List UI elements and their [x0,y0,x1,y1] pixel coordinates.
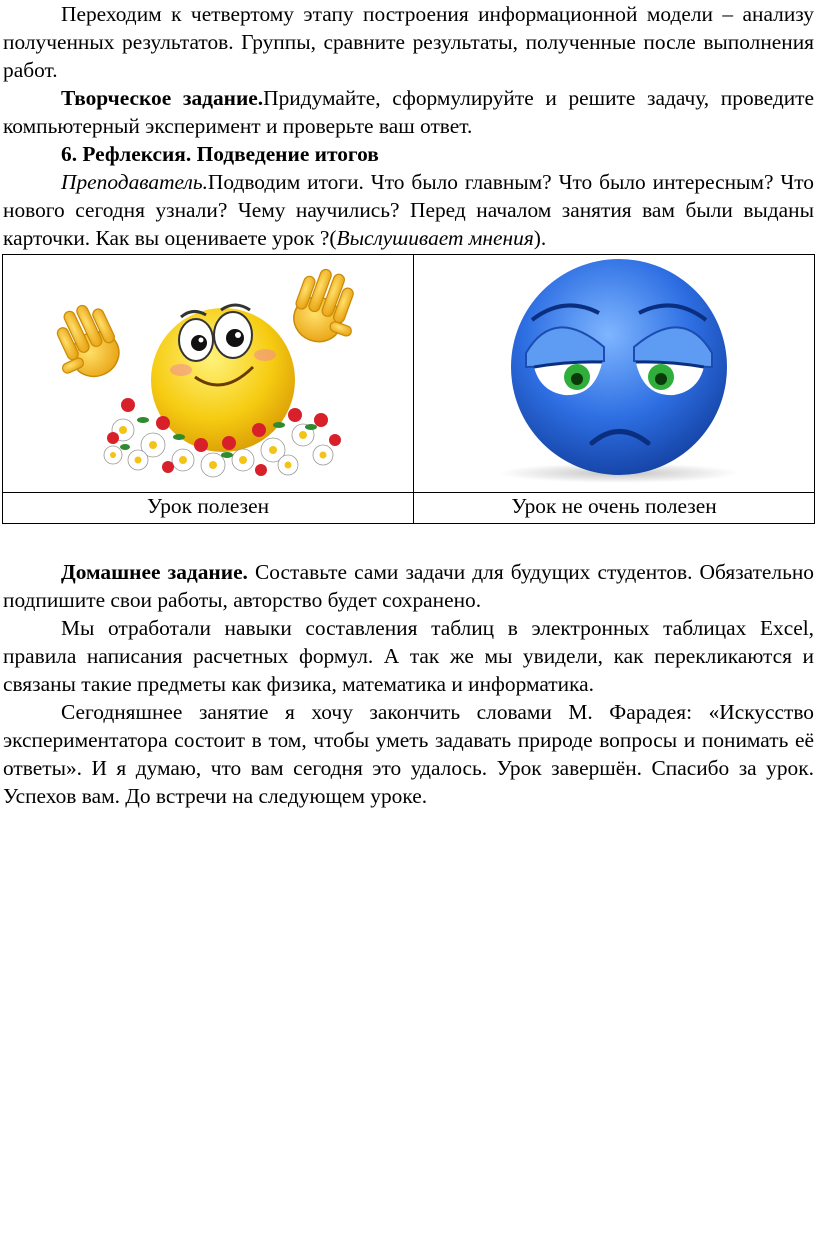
left-hand-icon [41,298,127,389]
teacher-role: Преподаватель. [61,170,208,194]
teacher-note: Выслушивает мнения [336,226,534,250]
paragraph-model-stage: Переходим к четвертому этапу построения информационной модели – анализу полученных результатов. Группы, сравните результаты, полученные после выполнения работ. [3,2,814,82]
section-heading-text: 6. Рефлексия. Подведение итогов [61,142,379,166]
teacher-close: ). [533,226,547,250]
happy-smiley-image [3,255,413,485]
paragraph-skills: Мы отработали навыки составления таблиц в электронных таблицах Excel, правила написания расчетных формул. А так же мы увидели, как перекликаются и связаны такие предметы как физика, математика и информатика. [3,616,814,696]
sad-card-cell [414,255,815,493]
homework-text: Составьте сами задачи для будущих студентов. Обязательно подпишите свои работы, авторство будет сохранено. [3,560,814,612]
paragraph-teacher [3,168,814,252]
section-heading [3,140,814,168]
happy-card-cell [3,255,414,493]
creative-task-text: Придумайте, сформулируйте и решите задачу, проведите компьютерный эксперимент и проверьте ваш ответ. [3,86,814,138]
table-spacer [3,524,814,558]
teacher-text: Подводим итоги. Что было главным? Что было интересным? Что нового сегодня узнали? Чему научились? Перед началом занятия вам были выданы карточки. Как вы оцениваете урок ?( [3,170,814,250]
reflection-cards-table [2,254,815,524]
sad-smiley-image [414,255,816,485]
paragraph-creative-task [3,84,814,140]
sad-card-caption: Урок не очень полезен [414,493,815,524]
right-hand-icon [286,264,369,353]
homework-label: Домашнее задание. [61,560,248,584]
paragraph-homework [3,558,814,614]
creative-task-label: Творческое задание. [61,86,264,110]
paragraph-closing: Сегодняшнее занятие я хочу закончить словами М. Фарадея: «Искусство экспериментатора состоит в том, чтобы уметь задавать природе вопросы и понимать её ответы». И я думаю, что вам сегодня это удалось. Урок завершён. Спасибо за урок. Успехов вам. До встречи на следующем уроке. [3,700,814,808]
happy-card-caption: Урок полезен [3,493,414,524]
